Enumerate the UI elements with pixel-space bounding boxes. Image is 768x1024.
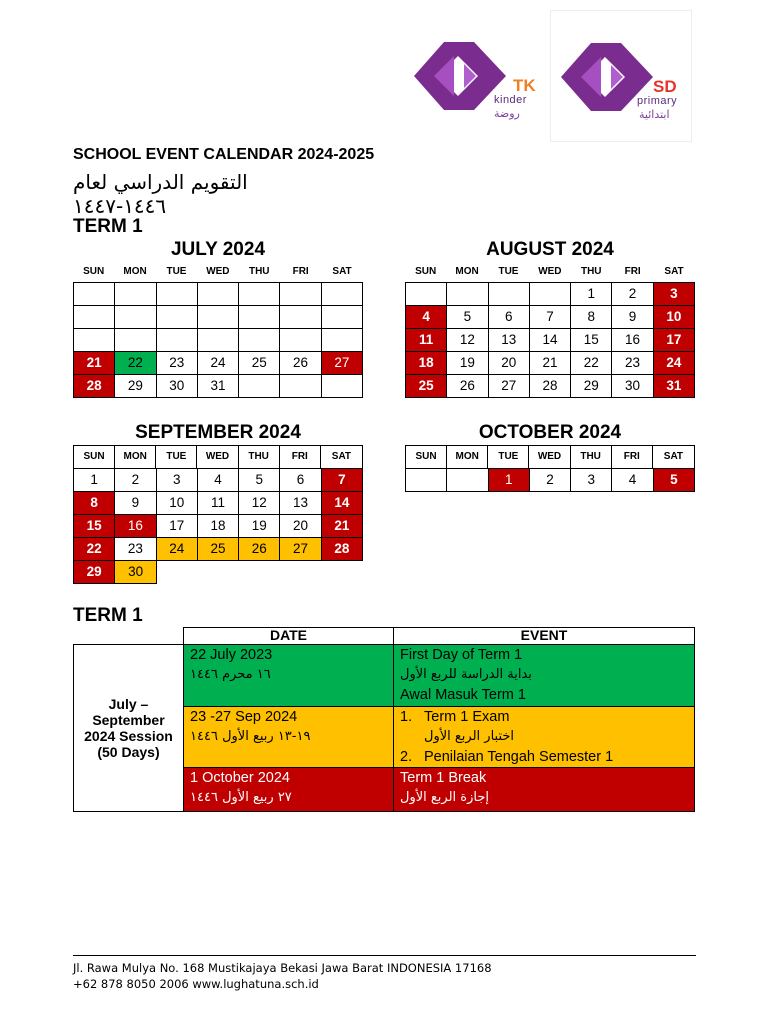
weekday-label: MON (447, 446, 488, 468)
calendar-day-cell: 30 (612, 375, 653, 398)
event-line: Term 1 Break (400, 770, 487, 786)
month-grid (405, 282, 695, 398)
calendar-day-cell: 26 (239, 538, 280, 561)
calendar-day-cell: 11 (406, 329, 447, 352)
calendar-day-cell: 2 (530, 469, 571, 492)
month-grid (73, 469, 363, 584)
weekday-label: SUN (74, 446, 115, 468)
session-label (74, 645, 184, 812)
calendar-day-cell: 30 (115, 561, 156, 584)
month-title: SEPTEMBER 2024 (135, 422, 301, 443)
month-title: JULY 2024 (170, 239, 266, 260)
calendar-day-cell (239, 283, 280, 306)
month-grid (73, 282, 363, 398)
calendar-day-cell: 16 (115, 515, 156, 538)
sd-logo-sub: primary (637, 95, 678, 107)
calendar-day-cell: 26 (280, 352, 321, 375)
calendar-week-row (406, 375, 695, 398)
calendar-day-cell: 2 (612, 283, 653, 306)
calendar-day-cell: 2 (115, 469, 156, 492)
calendar-day-cell (406, 469, 447, 492)
calendar-day-cell: 12 (447, 329, 488, 352)
weekday-label: SUN (406, 446, 447, 468)
calendar-day-cell: 9 (115, 492, 156, 515)
calendar-day-cell: 1 (489, 469, 530, 492)
calendar-day-cell: 5 (239, 469, 280, 492)
weekday-label: FRI (280, 446, 321, 468)
calendar-day-cell (489, 283, 530, 306)
calendar-day-cell: 17 (157, 515, 198, 538)
event-date-cell (184, 707, 394, 768)
weekday-label: TUE (166, 266, 187, 277)
footer-address: Jl. Rawa Mulya No. 168 Mustikajaya Bekasi Jawa Barat INDONESIA 17168 (73, 961, 492, 975)
weekday-header (73, 445, 363, 469)
calendar-day-cell: 6 (280, 469, 321, 492)
calendar-week-row (406, 352, 695, 375)
event-header: EVENT (394, 628, 695, 645)
calendar-day-cell: 3 (654, 283, 695, 306)
weekday-label: MON (115, 446, 156, 468)
calendar-day-cell: 27 (322, 352, 363, 375)
calendar-week-row (406, 329, 695, 352)
calendar-week-row (74, 283, 363, 306)
calendar-day-cell: 5 (447, 306, 488, 329)
event-date: 1 October 2024 (190, 770, 290, 786)
month-august (405, 238, 695, 398)
calendar-day-cell: 10 (654, 306, 695, 329)
sd-logo-abbr: SD (653, 77, 677, 96)
calendar-day-cell: 21 (74, 352, 115, 375)
calendar-day-cell: 28 (74, 375, 115, 398)
session-label-text: July – September 2024 Session (50 Days) (84, 696, 173, 760)
calendar-day-cell (157, 283, 198, 306)
calendar-day-cell: 3 (157, 469, 198, 492)
calendar-day-cell (198, 306, 239, 329)
calendar-day-cell (157, 306, 198, 329)
calendar-day-cell: 29 (115, 375, 156, 398)
event-description-cell (394, 707, 695, 768)
event-line-arabic: إجازة الربع الأول (400, 790, 489, 805)
weekday-label: SUN (415, 266, 437, 277)
list-text: Term 1 Exam (424, 709, 510, 725)
month-october (405, 421, 695, 492)
empty-header-cell (74, 628, 184, 645)
calendar-day-cell (198, 329, 239, 352)
calendar-day-cell: 15 (571, 329, 612, 352)
events-table-header (74, 628, 695, 645)
calendar-day-cell (74, 306, 115, 329)
event-date-arabic: ١٩-١٣ ربيع الأول ١٤٤٦ (190, 729, 311, 744)
calendar-day-cell: 27 (489, 375, 530, 398)
calendar-day-cell: 15 (74, 515, 115, 538)
calendar-day-cell: 14 (530, 329, 571, 352)
calendar-day-cell: 22 (571, 352, 612, 375)
calendar-day-cell: 25 (198, 538, 239, 561)
calendar-day-cell: 9 (612, 306, 653, 329)
footer (73, 960, 492, 992)
tk-logo-sub: kinder (494, 94, 527, 106)
calendar-day-cell: 19 (239, 515, 280, 538)
page-title-arabic: التقويم الدراسي لعام ١٤٤٦-١٤٤٧ (73, 170, 248, 218)
event-line-arabic: اختبار الربع الأول (424, 729, 515, 744)
calendar-day-cell (322, 283, 363, 306)
calendar-week-row (74, 306, 363, 329)
calendar-day-cell: 22 (74, 538, 115, 561)
event-line (400, 747, 688, 767)
calendar-day-cell: 31 (198, 375, 239, 398)
weekday-label: FRI (624, 266, 641, 277)
event-line: Awal Masuk Term 1 (400, 687, 526, 703)
calendar-week-row (74, 352, 363, 375)
list-number: 1. (400, 709, 413, 725)
calendar-week-row (406, 306, 695, 329)
calendar-day-cell: 19 (447, 352, 488, 375)
weekday-header (405, 445, 695, 469)
event-date-cell (184, 768, 394, 812)
tk-logo-arabic: روضة (494, 108, 520, 120)
weekday-label: TUE (156, 446, 197, 468)
month-grid (405, 469, 695, 492)
weekday-label: SUN (83, 266, 105, 277)
weekday-label: WED (197, 446, 238, 468)
calendar-day-cell: 8 (571, 306, 612, 329)
calendar-day-cell (280, 375, 321, 398)
calendar-day-cell (530, 283, 571, 306)
logos (410, 10, 692, 142)
list-text: Penilaian Tengah Semester 1 (424, 749, 614, 765)
calendar-day-cell: 23 (612, 352, 653, 375)
calendar-day-cell: 10 (157, 492, 198, 515)
calendar-day-cell: 25 (406, 375, 447, 398)
calendar-day-cell: 16 (612, 329, 653, 352)
weekday-label: WED (529, 446, 570, 468)
weekday-label: THU (248, 266, 270, 277)
weekday-label: WED (206, 266, 230, 277)
calendar-day-cell: 30 (157, 375, 198, 398)
calendar-day-cell (198, 283, 239, 306)
weekday-header (73, 262, 363, 282)
event-date-arabic: ٢٧ ربيع الأول ١٤٤٦ (190, 790, 292, 805)
calendar-day-cell: 5 (654, 469, 695, 492)
calendar-day-cell (447, 469, 488, 492)
calendar-day-cell: 28 (322, 538, 363, 561)
calendar-day-cell (280, 329, 321, 352)
event-line: First Day of Term 1 (400, 647, 523, 663)
calendar-day-cell: 21 (322, 515, 363, 538)
calendar-day-cell: 29 (571, 375, 612, 398)
weekday-label: SAT (663, 451, 684, 462)
calendar-day-cell: 24 (157, 538, 198, 561)
date-header: DATE (184, 628, 394, 645)
calendar-day-cell (239, 306, 280, 329)
calendar-day-cell (239, 375, 280, 398)
events-table (73, 627, 695, 812)
event-description-cell (394, 768, 695, 812)
weekday-header (405, 262, 695, 282)
calendar-week-row (406, 469, 695, 492)
calendar-day-cell (447, 283, 488, 306)
weekday-label: SAT (332, 266, 352, 277)
calendar-day-cell: 13 (489, 329, 530, 352)
table-row (74, 645, 695, 707)
weekday-label: THU (239, 446, 280, 468)
calendar-day-cell: 4 (198, 469, 239, 492)
weekday-label: MON (455, 266, 479, 277)
calendar-day-cell: 27 (280, 538, 321, 561)
calendar-day-cell: 18 (406, 352, 447, 375)
event-line-arabic: بداية الدراسة للربع الأول (400, 667, 532, 682)
term-heading-calendar: TERM 1 (73, 216, 143, 237)
calendar-day-cell (280, 306, 321, 329)
calendar-day-cell: 11 (198, 492, 239, 515)
event-date: 23 -27 Sep 2024 (190, 709, 298, 725)
month-july (73, 238, 363, 398)
calendar-day-cell (115, 283, 156, 306)
calendar-day-cell: 29 (74, 561, 115, 584)
list-number: 2. (400, 749, 413, 765)
calendar-day-cell: 12 (239, 492, 280, 515)
event-date: 22 July 2023 (190, 647, 273, 663)
calendar-day-cell: 23 (115, 538, 156, 561)
calendar-day-cell (322, 375, 363, 398)
calendar-day-cell: 13 (280, 492, 321, 515)
weekday-label: FRI (292, 266, 309, 277)
calendar-day-cell (322, 329, 363, 352)
calendar-week-row (74, 561, 363, 584)
calendar-day-cell (115, 306, 156, 329)
calendar-week-row (74, 469, 363, 492)
tk-logo-abbr: TK (513, 76, 536, 95)
calendar-day-cell: 17 (654, 329, 695, 352)
calendar-day-cell (280, 283, 321, 306)
footer-divider (73, 955, 696, 956)
calendar-day-cell: 1 (571, 283, 612, 306)
weekday-label: SAT (664, 266, 684, 277)
calendar-week-row (74, 492, 363, 515)
calendar-day-cell (74, 329, 115, 352)
weekday-label: TUE (498, 266, 519, 277)
event-line (400, 707, 688, 727)
calendar-day-cell: 24 (654, 352, 695, 375)
calendar-day-cell: 4 (612, 469, 653, 492)
weekday-label: WED (538, 266, 562, 277)
calendar-day-cell: 20 (280, 515, 321, 538)
event-date-arabic: ١٦ محرم ١٤٤٦ (190, 667, 271, 682)
calendar-day-cell: 28 (530, 375, 571, 398)
page-title: SCHOOL EVENT CALENDAR 2024-2025 (73, 146, 375, 163)
weekday-label: TUE (488, 446, 529, 468)
month-title: OCTOBER 2024 (478, 422, 622, 443)
calendar-day-cell (239, 329, 280, 352)
calendar-day-cell (74, 283, 115, 306)
calendar-week-row (74, 538, 363, 561)
weekday-label: THU (571, 446, 612, 468)
month-september (73, 421, 363, 584)
calendar-day-cell: 20 (489, 352, 530, 375)
calendar-day-cell (322, 306, 363, 329)
calendar-day-cell (115, 329, 156, 352)
calendar-week-row (74, 329, 363, 352)
calendar-day-cell: 14 (322, 492, 363, 515)
calendar-day-cell: 3 (571, 469, 612, 492)
footer-contact: +62 878 8050 2006 www.lughatuna.sch.id (73, 977, 319, 991)
calendar-week-row (74, 375, 363, 398)
event-description-cell (394, 645, 695, 707)
calendar-day-cell (406, 283, 447, 306)
calendar-day-cell: 7 (530, 306, 571, 329)
calendar-day-cell: 24 (198, 352, 239, 375)
calendar-week-row (74, 515, 363, 538)
weekday-label: SAT (331, 451, 352, 462)
calendar-day-cell: 26 (447, 375, 488, 398)
month-title: AUGUST 2024 (486, 239, 614, 260)
calendar-day-cell: 7 (322, 469, 363, 492)
sd-primary-logo (550, 10, 692, 142)
calendar-week-row (406, 283, 695, 306)
sd-logo-arabic: ابتدائية (639, 109, 670, 121)
calendar-day-cell: 4 (406, 306, 447, 329)
calendar-day-cell: 6 (489, 306, 530, 329)
weekday-label: THU (580, 266, 602, 277)
calendar-day-cell: 25 (239, 352, 280, 375)
calendar-day-cell (157, 329, 198, 352)
calendar-day-cell: 21 (530, 352, 571, 375)
calendar-day-cell: 23 (157, 352, 198, 375)
weekday-label: MON (123, 266, 147, 277)
calendar-day-cell: 22 (115, 352, 156, 375)
weekday-label: FRI (612, 446, 653, 468)
term-heading-events: TERM 1 (73, 605, 143, 626)
calendar-day-cell: 18 (198, 515, 239, 538)
calendar-day-cell: 31 (654, 375, 695, 398)
event-date-cell (184, 645, 394, 707)
calendar-day-cell: 1 (74, 469, 115, 492)
calendar-day-cell: 8 (74, 492, 115, 515)
tk-kinder-logo (410, 10, 550, 142)
